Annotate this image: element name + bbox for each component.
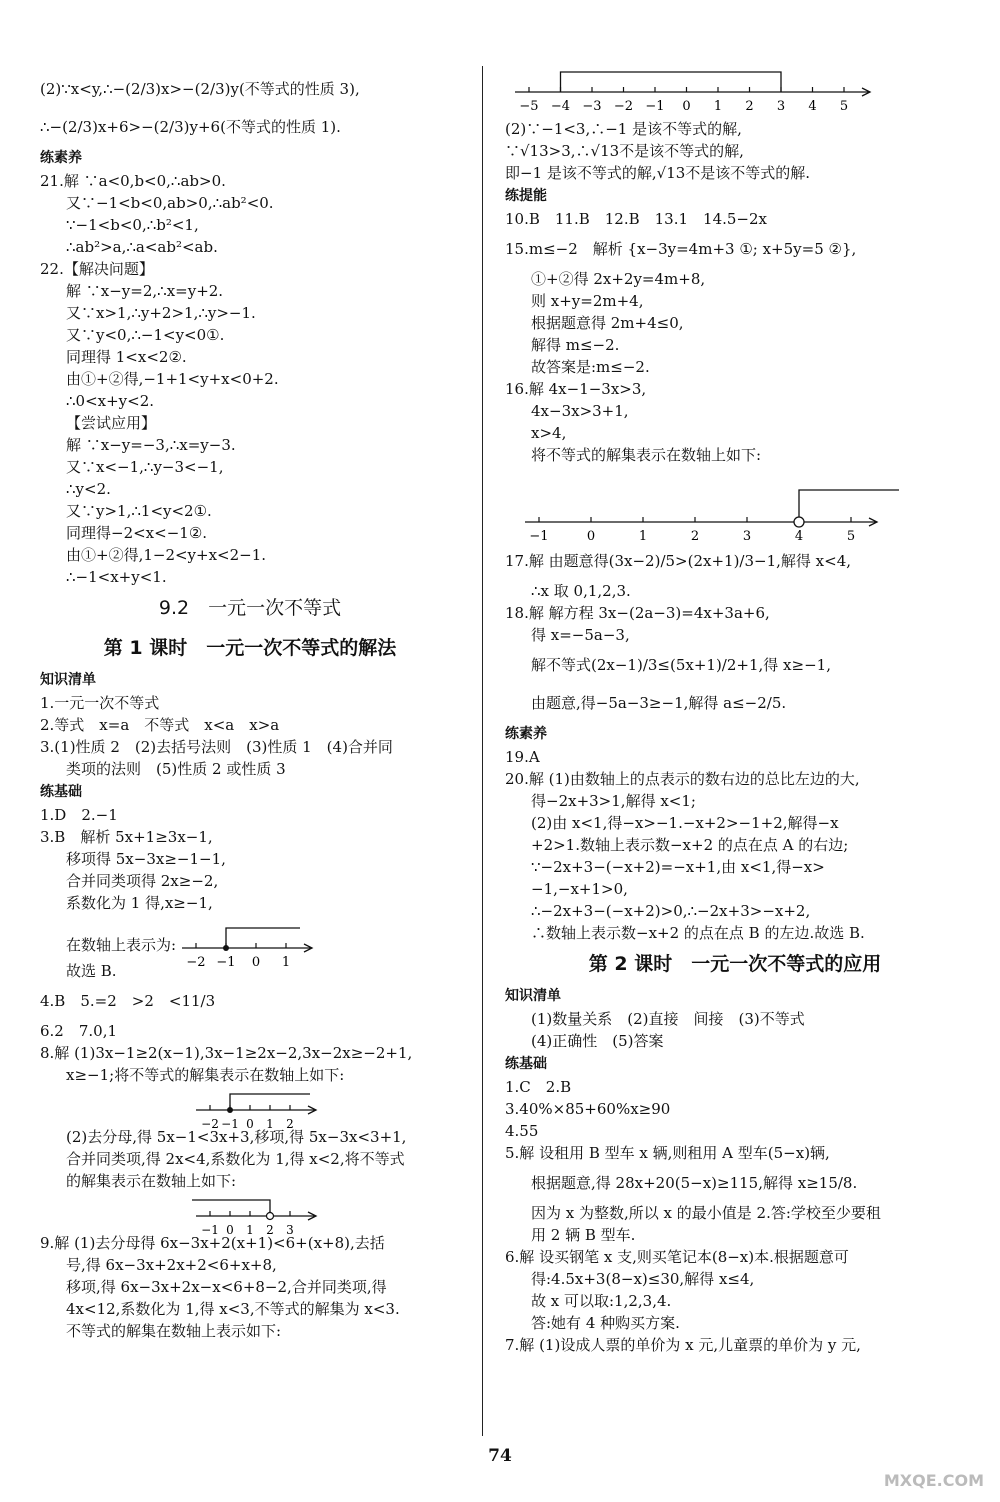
text-line: 又∵y>1,∴1<y<2①. bbox=[66, 502, 212, 520]
left-block-3 bbox=[40, 982, 460, 1086]
text-line: 1.D 2.−1 bbox=[40, 806, 118, 824]
text-line: 9.解 (1)去分母得 6x−3x+2(x+1)<6+(x+8),去括 bbox=[40, 1234, 385, 1252]
text-line: 又∵x>1,∴y+2>1,∴y>−1. bbox=[66, 304, 256, 322]
tick-label: 1 bbox=[266, 1117, 274, 1131]
tick-label: 4 bbox=[794, 529, 804, 544]
text-line: x≥−1;将不等式的解集表示在数轴上如下: bbox=[66, 1066, 345, 1084]
text-line: 6.解 设买钢笔 x 支,则买笔记本(8−x)本.根据题意可 bbox=[505, 1248, 849, 1266]
tick-label: 1 bbox=[713, 99, 723, 114]
text-line: 4x−3x>3+1, bbox=[531, 402, 629, 420]
right-block-2 bbox=[505, 542, 965, 944]
lesson-2-title: 第 2 课时 一元一次不等式的应用 bbox=[588, 953, 882, 975]
text-line: 练基础 bbox=[505, 1056, 547, 1072]
text-line: (2)∵−1<3,∴−1 是该不等式的解, bbox=[505, 120, 742, 138]
text-line: 即−1 是该不等式的解,√13不是该不等式的解. bbox=[505, 164, 811, 182]
watermark-text: MXQE.COM bbox=[883, 1471, 984, 1490]
solution-ray bbox=[192, 1200, 270, 1213]
column-divider bbox=[482, 66, 483, 1436]
q3-answer: 故选 B. bbox=[66, 962, 117, 980]
tick-label: 0 bbox=[682, 99, 691, 114]
text-line: 知识清单 bbox=[40, 672, 96, 688]
text-line: 同理得 1<x<2②. bbox=[66, 348, 187, 366]
tick-label: −1 bbox=[216, 955, 236, 970]
text-line: ∴−(2/3)x+6>−(2/3)y+6(不等式的性质 1). bbox=[40, 118, 341, 136]
text-line: 得−2x+3>1,解得 x<1; bbox=[531, 792, 696, 810]
text-line: ∵−1<b<0,∴b²<1, bbox=[66, 216, 199, 234]
text-line: ∴y<2. bbox=[66, 480, 111, 498]
text-line: 解得 m≤−2. bbox=[531, 336, 620, 354]
text-line: 3.40%×85+60%x≥90 bbox=[505, 1100, 671, 1118]
right-column bbox=[505, 66, 965, 1356]
q8a-axis bbox=[180, 1086, 480, 1131]
text-line: 由题意,得−5a−3≥−1,解得 a≤−2/5. bbox=[531, 694, 787, 712]
tick-label: 0 bbox=[226, 1223, 234, 1237]
text-line: 4.B 5.=2 >2 <11/3 bbox=[40, 992, 216, 1010]
tick-label: 2 bbox=[266, 1223, 274, 1237]
text-line: ∵√13>3,∴√13不是该不等式的解, bbox=[505, 142, 744, 160]
left-block-2 bbox=[40, 668, 460, 914]
tick-label: 0 bbox=[251, 955, 261, 970]
text-line: (1)数量关系 (2)直接 间接 (3)不等式 bbox=[531, 1010, 805, 1028]
text-line: 又∵x<−1,∴y−3<−1, bbox=[66, 458, 224, 476]
text-line: 知识清单 bbox=[505, 988, 561, 1004]
tick-label: −3 bbox=[582, 99, 602, 114]
text-line: (2)∵x<y,∴−(2/3)x>−(2/3)y(不等式的性质 3), bbox=[40, 80, 360, 98]
tick-label: −5 bbox=[519, 99, 539, 114]
q3-axis-label: 在数轴上表示为: bbox=[66, 936, 177, 954]
text-line: 系数化为 1 得,x≥−1, bbox=[66, 894, 213, 912]
text-line: 1.一元一次不等式 bbox=[40, 694, 160, 712]
tick-label: 2 bbox=[690, 529, 700, 544]
text-line: 解不等式(2x−1)/3≤(5x+1)/2+1,得 x≥−1, bbox=[531, 656, 831, 674]
closed-point bbox=[227, 1107, 233, 1113]
text-line: 练素养 bbox=[40, 150, 82, 166]
tick-label: −1 bbox=[529, 529, 549, 544]
text-line: 移项得 5x−3x≥−1−1, bbox=[66, 850, 226, 868]
tick-label: −4 bbox=[550, 99, 571, 114]
text-line: 因为 x 为整数,所以 x 的最小值是 2.答:学校至少要租 bbox=[531, 1204, 881, 1222]
left-block-4 bbox=[40, 1126, 460, 1192]
tick-label: −1 bbox=[221, 1117, 239, 1131]
solution-ray bbox=[226, 928, 300, 948]
tick-label: −1 bbox=[645, 99, 665, 114]
text-line: 6.2 7.0,1 bbox=[40, 1022, 118, 1040]
tick-label: 3 bbox=[286, 1223, 294, 1237]
text-line: 4x<12,系数化为 1,得 x<3,不等式的解集为 x<3. bbox=[66, 1300, 400, 1318]
section-title: 9.2 一元一次不等式 bbox=[158, 597, 342, 619]
text-line: 16.解 4x−1−3x>3, bbox=[505, 380, 647, 398]
tick-label: 2 bbox=[286, 1117, 294, 1131]
open-point bbox=[267, 1213, 274, 1220]
text-line: 21.解 ∵a<0,b<0,∴ab>0. bbox=[40, 172, 226, 190]
text-line: 1.C 2.B bbox=[505, 1078, 572, 1096]
right-block-3 bbox=[505, 984, 965, 1356]
text-line: 得 x=−5a−3, bbox=[531, 626, 630, 644]
text-line: 19.A bbox=[505, 748, 540, 766]
text-line: 7.解 (1)设成人票的单价为 x 元,儿童票的单价为 y 元, bbox=[505, 1336, 861, 1354]
top-axis bbox=[505, 66, 965, 118]
left-block-1 bbox=[40, 70, 460, 588]
text-line: 由①+②得,1−2<y+x<2−1. bbox=[66, 546, 267, 564]
open-point bbox=[794, 517, 804, 527]
text-line: 合并同类项得 2x≥−2, bbox=[66, 872, 219, 890]
text-line: 22.【解决问题】 bbox=[40, 260, 154, 278]
text-line: 3.B 解析 5x+1≥3x−1, bbox=[40, 828, 213, 846]
top-number-line bbox=[505, 66, 965, 118]
text-line: 练素养 bbox=[505, 726, 547, 742]
text-line: 练提能 bbox=[505, 188, 547, 204]
text-line: 2.等式 x=a 不等式 x<a x>a bbox=[40, 716, 280, 734]
q8a-number-line bbox=[40, 1086, 460, 1131]
text-line: (4)正确性 (5)答案 bbox=[531, 1032, 664, 1050]
page-number: 74 bbox=[488, 1446, 512, 1466]
tick-label: 1 bbox=[638, 529, 648, 544]
tick-label: 4 bbox=[808, 99, 817, 114]
q16-number-line bbox=[505, 466, 965, 542]
q16-axis bbox=[505, 466, 965, 542]
text-line: ①+②得 2x+2y=4m+8, bbox=[531, 270, 706, 288]
right-block-1 bbox=[505, 118, 965, 466]
tick-label: −1 bbox=[201, 1223, 219, 1237]
text-line: 又∵y<0,∴−1<y<0①. bbox=[66, 326, 225, 344]
q3-number-line bbox=[40, 914, 460, 970]
text-line: 解 ∵x−y=2,∴x=y+2. bbox=[66, 282, 224, 300]
text-line: 类项的法则 (5)性质 2 或性质 3 bbox=[66, 760, 286, 778]
text-line: 18.解 解方程 3x−(2a−3)=4x+3a+6, bbox=[505, 604, 770, 622]
text-line: 根据题意,得 28x+20(5−x)≥115,解得 x≥15/8. bbox=[531, 1174, 858, 1192]
text-line: 同理得−2<x<−1②. bbox=[66, 524, 208, 542]
text-line: ∴−2x+3−(−x+2)>0,∴−2x+3>−x+2, bbox=[531, 902, 811, 920]
left-block-5 bbox=[40, 1232, 460, 1342]
tick-label: 5 bbox=[846, 529, 856, 544]
text-line: 则 x+y=2m+4, bbox=[531, 292, 644, 310]
watermark-logo bbox=[818, 1420, 988, 1490]
text-line: ∴x 取 0,1,2,3. bbox=[531, 582, 631, 600]
text-line: 【尝试应用】 bbox=[66, 414, 157, 432]
text-line: 练基础 bbox=[40, 784, 82, 800]
text-line: 5.解 设租用 B 型车 x 辆,则租用 A 型车(5−x)辆, bbox=[505, 1144, 830, 1162]
text-line: 15.m≤−2 解析 {x−3y=4m+3 ①; x+5y=5 ②}, bbox=[505, 240, 857, 258]
text-line: (2)由 x<1,得−x>−1.−x+2>−1+2,解得−x bbox=[531, 814, 839, 832]
tick-label: −2 bbox=[201, 1117, 219, 1131]
text-line: 根据题意得 2m+4≤0, bbox=[531, 314, 684, 332]
text-line: 移项,得 6x−3x+2x−x<6+8−2,合并同类项,得 bbox=[66, 1278, 387, 1296]
q8b-number-line bbox=[40, 1192, 460, 1237]
text-line: ∴−1<x+y<1. bbox=[66, 568, 167, 586]
solution-ray bbox=[799, 490, 899, 517]
text-line: 17.解 由题意得(3x−2)/5>(2x+1)/3−1,解得 x<4, bbox=[505, 552, 852, 570]
text-line: 不等式的解集在数轴上表示如下: bbox=[66, 1322, 282, 1340]
tick-label: −2 bbox=[613, 99, 634, 114]
tick-label: 1 bbox=[281, 955, 291, 970]
text-line: 答:她有 4 种购买方案. bbox=[531, 1314, 680, 1332]
left-column bbox=[40, 70, 460, 1342]
text-line: 的解集表示在数轴上如下: bbox=[66, 1172, 237, 1190]
text-line: 故答案是:m≤−2. bbox=[531, 358, 650, 376]
text-line: ∵−2x+3−(−x+2)=−x+1,由 x<1,得−x> bbox=[531, 858, 825, 876]
text-line: 将不等式的解集表示在数轴上如下: bbox=[531, 446, 762, 464]
tick-label: 3 bbox=[776, 99, 786, 114]
text-line: ∴数轴上表示数−x+2 的点在点 B 的左边.故选 B. bbox=[531, 924, 865, 942]
tick-label: 2 bbox=[745, 99, 754, 114]
tick-label: 0 bbox=[246, 1117, 254, 1131]
solution-bracket bbox=[561, 72, 782, 92]
text-line: 得:4.5x+3(8−x)≤30,解得 x≤4, bbox=[531, 1270, 755, 1288]
text-line: ∴0<x+y<2. bbox=[66, 392, 155, 410]
tick-label: 5 bbox=[839, 99, 849, 114]
tick-label: 1 bbox=[246, 1223, 254, 1237]
text-line: 8.解 (1)3x−1≥2(x−1),3x−1≥2x−2,3x−2x≥−2+1, bbox=[40, 1044, 413, 1062]
lesson-1-title: 第 1 课时 一元一次不等式的解法 bbox=[103, 637, 397, 659]
text-line: 20.解 (1)由数轴上的点表示的数右边的总比左边的大, bbox=[505, 770, 860, 788]
text-line: 3.(1)性质 2 (2)去括号法则 (3)性质 1 (4)合并同 bbox=[40, 738, 393, 756]
text-line: +2>1.数轴上表示数−x+2 的点在点 A 的右边; bbox=[531, 836, 849, 854]
text-line: −1,−x+1>0, bbox=[531, 880, 628, 898]
text-line: (2)去分母,得 5x−1<3x+3,移项,得 5x−3x<3+1, bbox=[66, 1128, 407, 1146]
text-line: 4.55 bbox=[505, 1122, 539, 1140]
q3-axis bbox=[180, 914, 480, 970]
q8b-axis bbox=[180, 1192, 480, 1237]
text-line: ∴ab²>a,∴a<ab²<ab. bbox=[66, 238, 218, 256]
text-line: 故 x 可以取:1,2,3,4. bbox=[531, 1292, 672, 1310]
text-line: 号,得 6x−3x+2x+2<6+x+8, bbox=[66, 1256, 277, 1274]
text-line: 10.B 11.B 12.B 13.1 14.5−2x bbox=[505, 210, 768, 228]
text-line: 用 2 辆 B 型车. bbox=[531, 1226, 636, 1244]
text-line: 又∵−1<b<0,ab>0,∴ab²<0. bbox=[66, 194, 274, 212]
tick-label: −2 bbox=[186, 955, 206, 970]
text-line: x>4, bbox=[531, 424, 567, 442]
tick-label: 3 bbox=[742, 529, 752, 544]
closed-point bbox=[223, 945, 229, 951]
tick-label: 0 bbox=[586, 529, 596, 544]
text-line: 解 ∵x−y=−3,∴x=y−3. bbox=[66, 436, 236, 454]
text-line: 合并同类项,得 2x<4,系数化为 1,得 x<2,将不等式 bbox=[66, 1150, 405, 1168]
text-line: 由①+②得,−1+1<y+x<0+2. bbox=[66, 370, 279, 388]
